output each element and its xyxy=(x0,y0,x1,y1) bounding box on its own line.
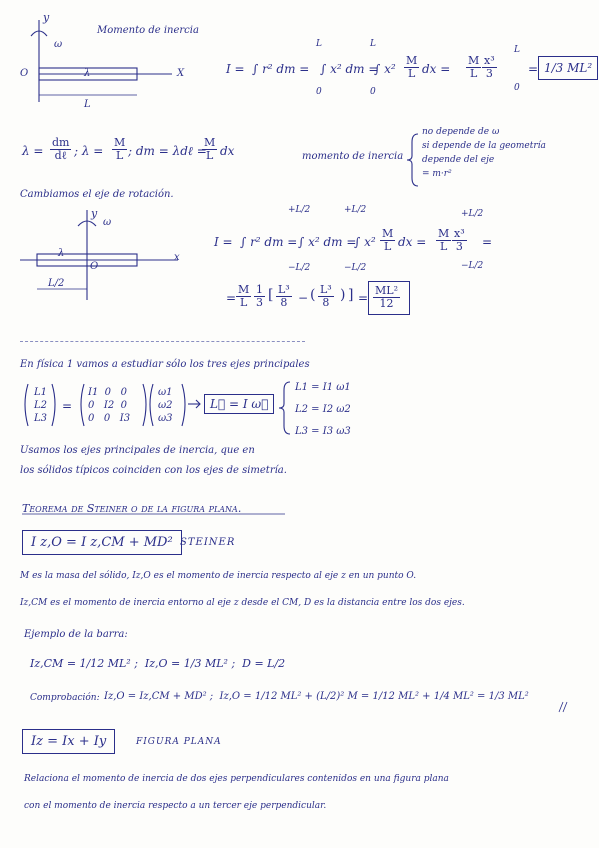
check-label: Comprobación: xyxy=(30,693,100,703)
eq3-frac-x3-3 xyxy=(452,228,467,252)
eq4-m: M xyxy=(238,283,250,296)
eq3-l-2: L xyxy=(436,240,451,252)
eq1-frac-l-2: L xyxy=(466,67,481,79)
eq4-l3-neg: L³ xyxy=(320,283,332,296)
wvec-1: ω1 xyxy=(158,387,173,398)
eq4-l3: L³ xyxy=(278,283,290,296)
fig1-y-label: y xyxy=(43,11,50,24)
eq2-lambda: λ = xyxy=(22,144,44,158)
check-formula: Iz,O = Iz,CM + MD² ; Iz,O = 1/12 ML² + (L/2)² M = 1/12 ML² + 1/4 ML² = 1/3 ML² xyxy=(104,691,529,702)
eq4-eight: 8 xyxy=(276,296,292,308)
components-brace xyxy=(279,382,290,434)
eq1-limit-upper-2: L xyxy=(370,39,376,49)
eq4-equals: = xyxy=(226,291,237,305)
lvec-2: L2 xyxy=(34,400,48,411)
eq2-dm-def: ; dm = λdℓ = xyxy=(128,144,207,158)
eq2-l-2: L xyxy=(202,149,217,161)
eq2-frac-m-l-2 xyxy=(202,137,217,161)
wvec-3: ω3 xyxy=(158,413,173,424)
wvec-paren-left xyxy=(150,384,153,426)
example-heading: Ejemplo de la barra: xyxy=(24,629,128,640)
plane-formula-box: Iz = Ix + Iy xyxy=(22,729,115,754)
lvec-1: L1 xyxy=(34,387,48,398)
eq1-int-x2dm: ∫ x² dm = xyxy=(320,62,379,76)
steiner-heading: Teorema de Steiner o de la figura plana. xyxy=(22,502,242,515)
fig2-lambda-label: λ xyxy=(58,248,65,259)
angular-momentum-box: L⃗ = I ω⃗ xyxy=(204,394,274,414)
eq1-limit-lower-1: 0 xyxy=(316,87,322,97)
example-values: Iz,CM = 1/12 ML² ; Iz,O = 1/3 ML² ; D = L/2 xyxy=(30,657,286,670)
eq1-int-x2: ∫ x² xyxy=(374,62,396,76)
fig2-origin-label: O xyxy=(90,261,99,272)
eq1-x3: x³ xyxy=(484,54,495,67)
eq4-l: L xyxy=(236,296,251,308)
eq3-eval-upper: +L/2 xyxy=(461,209,484,219)
eq3-dx: dx = xyxy=(398,235,427,249)
steiner-formula-box: I z,O = I z,CM + MD² xyxy=(22,530,182,555)
matrix-equals: = xyxy=(62,399,73,413)
eq3-upper-1: +L/2 xyxy=(288,205,311,215)
eq4-result-num: ML² xyxy=(375,284,398,297)
matrix-paren-left xyxy=(81,384,84,426)
eq3-upper-2: +L/2 xyxy=(344,205,367,215)
fig1-x-label: X xyxy=(177,68,185,79)
eq3-x3: x³ xyxy=(454,227,465,240)
eq1-limit-lower-2: 0 xyxy=(370,87,376,97)
eq4-paren-open: ( xyxy=(310,287,316,303)
principal-intro: En física 1 vamos a estudiar sólo los tres ejes principales xyxy=(20,359,310,370)
eq3-lower-2: −L/2 xyxy=(344,263,367,273)
eq3-l: L xyxy=(380,240,395,252)
eq2-l: L xyxy=(112,149,127,161)
eq3-m-2: M xyxy=(438,227,450,240)
lvec-3: L3 xyxy=(34,413,48,424)
steiner-label: STEINER xyxy=(180,537,236,548)
fig2-omega-label: ω xyxy=(103,217,112,228)
eq1-frac-m-2: M xyxy=(468,54,480,67)
eq1-three: 3 xyxy=(482,67,497,79)
eq4-one: 1 xyxy=(256,283,263,296)
fig2-x-label: x xyxy=(174,252,180,263)
eq2-m: M xyxy=(114,136,126,149)
eq4-result-frac xyxy=(373,285,400,309)
eq3-int-r2dm: ∫ r² dm = xyxy=(240,235,298,249)
fig1-length-label: L xyxy=(84,99,91,110)
eq2-frac-m-l xyxy=(112,137,127,161)
props-item-2: si depende de la geometría xyxy=(422,141,546,151)
plane-label: FIGURA PLANA xyxy=(136,737,222,747)
change-axis-text: Cambiamos el eje de rotación. xyxy=(20,189,174,200)
fig1-lambda-label: λ xyxy=(84,68,91,79)
eq1-eval-lower: 0 xyxy=(514,83,520,93)
eq1-dx: dx = xyxy=(422,62,451,76)
props-item-3: depende del eje xyxy=(422,155,495,165)
eq4-minus: − xyxy=(298,291,309,305)
eq1-I: I = xyxy=(226,62,245,76)
eq4-equals-2: = xyxy=(358,291,369,305)
eq1-int-r2dm: ∫ r² dm = xyxy=(252,62,310,76)
fig2-half-label: L/2 xyxy=(48,278,65,289)
eq4-eight-neg: 8 xyxy=(318,296,334,308)
eq3-equals: = xyxy=(482,235,493,249)
eq4-frac-l3-8-neg xyxy=(318,284,334,308)
plane-text-1: Relaciona el momento de inercia de dos ejes perpendiculares contenidos en una figura plana xyxy=(24,774,449,784)
eq2-frac-dm-dl xyxy=(50,137,71,161)
wvec-2: ω2 xyxy=(158,400,173,411)
matrix-row-1: I1 0 0 xyxy=(88,387,127,398)
eq4-frac-1-3 xyxy=(254,284,265,308)
eq1-frac-l-1: L xyxy=(404,67,419,79)
eq3-m: M xyxy=(382,227,394,240)
fig1-omega-label: ω xyxy=(54,39,63,50)
end-mark xyxy=(559,702,567,712)
matrix-row-2: 0 I2 0 xyxy=(88,400,127,411)
component-1: L1 = I1 ω1 xyxy=(295,382,351,393)
eq1-equals: = xyxy=(528,62,539,76)
eq3-int-x2dm: ∫ x² dm = xyxy=(298,235,357,249)
eq1-frac-m-l-2 xyxy=(466,55,481,79)
eq4-result-box xyxy=(368,281,410,315)
eq4-frac-l3-8 xyxy=(276,284,292,308)
principal-note-2: los sólidos típicos coinciden con los ejes de simetría. xyxy=(20,465,287,476)
eq1-result-box: 1/3 ML² xyxy=(538,56,598,80)
eq3-int-x2: ∫ x² xyxy=(354,235,376,249)
props-item-1: no depende de ω xyxy=(422,127,500,137)
props-label: momento de inercia xyxy=(302,151,404,162)
component-2: L2 = I2 ω2 xyxy=(295,404,351,415)
eq1-eval-upper: L xyxy=(514,45,520,55)
eq4-result-den: 12 xyxy=(373,297,400,309)
section-divider xyxy=(20,341,305,342)
steiner-text-2: Iz,CM es el momento de inercia entorno al eje z desde el CM, D es la distancia entre los dos ejes. xyxy=(20,598,465,608)
eq1-frac-m-1: M xyxy=(406,54,418,67)
fig1-origin-label: O xyxy=(20,68,29,79)
matrix-paren-right xyxy=(143,384,146,426)
eq3-frac-m-l-2 xyxy=(436,228,451,252)
eq2-dm: dm xyxy=(52,136,70,149)
lvec-paren-right xyxy=(52,384,55,426)
eq3-three: 3 xyxy=(452,240,467,252)
eq4-bracket-open: [ xyxy=(268,287,274,303)
eq4-paren-close: ) xyxy=(340,287,346,303)
eq4-frac-m-l xyxy=(236,284,251,308)
eq2-lambda-2: ; λ = xyxy=(74,144,104,158)
eq2-dx: dx xyxy=(220,144,235,158)
eq3-I: I = xyxy=(214,235,233,249)
principal-note-1: Usamos los ejes principales de inercia, que en xyxy=(20,445,255,456)
component-3: L3 = I3 ω3 xyxy=(295,426,351,437)
plane-text-2: con el momento de inercia respecto a un tercer eje perpendicular. xyxy=(24,801,327,811)
eq4-three: 3 xyxy=(256,296,263,309)
fig2-y-label: y xyxy=(91,207,98,220)
eq1-limit-upper-1: L xyxy=(316,39,322,49)
props-item-4: = m·r² xyxy=(422,169,452,179)
matrix-row-3: 0 0 I3 xyxy=(88,413,131,424)
steiner-text-1: M es la masa del sólido, Iz,O es el momento de inercia respecto al eje z en un punto O. xyxy=(20,571,417,581)
eq1-frac-x3-3 xyxy=(482,55,497,79)
eq3-eval-lower: −L/2 xyxy=(461,261,484,271)
wvec-paren-right xyxy=(182,384,185,426)
props-brace xyxy=(407,134,418,186)
eq2-dl: dℓ xyxy=(50,149,71,161)
page-title: Momento de inercia xyxy=(97,25,199,36)
eq3-lower-1: −L/2 xyxy=(288,263,311,273)
eq3-frac-m-l xyxy=(380,228,395,252)
lvec-paren-left xyxy=(25,384,28,426)
eq2-m-2: M xyxy=(204,136,216,149)
eq1-frac-m-l-1 xyxy=(404,55,419,79)
eq4-bracket-close: ] xyxy=(348,287,354,303)
